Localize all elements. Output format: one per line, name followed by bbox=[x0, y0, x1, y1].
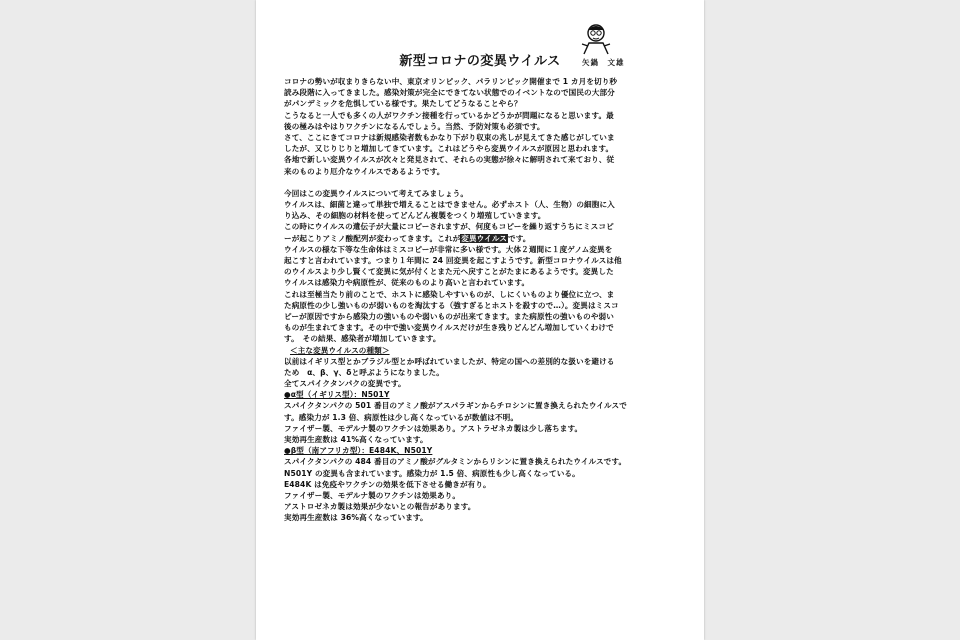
paragraph-line: ため α、β、γ、δと呼ぶようになりました。 bbox=[284, 367, 444, 377]
paragraph-line: ピーが原因ですから感染力の強いものや弱いものが出来てきます。また病原性の強いものや弱い bbox=[284, 311, 614, 321]
paragraph-line: ファイザー製、モデルナ製のワクチンは効果あり。 bbox=[284, 490, 461, 500]
mutation-highlight: 変異ウイルス bbox=[461, 233, 507, 243]
author-name: 矢鍋 文雄 bbox=[582, 58, 625, 67]
paragraph-line: E484K は免疫やワクチンの効果を低下させる働きが有り。 bbox=[284, 479, 491, 489]
paragraph-line-mutation bbox=[284, 233, 688, 244]
paragraph-line: す。 その結果、感染者が増加していきます。 bbox=[284, 334, 441, 344]
mutation-text-before: ーが起こりアミノ酸配列が変わってきます。これが bbox=[284, 233, 461, 243]
paragraph-line: 今回はこの変異ウイルスについて考えてみましょう。 bbox=[284, 188, 469, 198]
article-body bbox=[284, 76, 688, 524]
paragraph-line: 実効再生産数は 41%高くなっています。 bbox=[284, 435, 428, 444]
paragraph-line: ウイルスの様な下等な生命体はミスコピーが非常に多い様です。大体２週間に１度ゲノム変異を bbox=[284, 244, 613, 254]
paragraph-line: ファイザー製、モデルナ製のワクチンは効果あり。アストラゼネカ製は少し落ちます。 bbox=[284, 423, 583, 433]
paragraph-line: り込み、その細胞の材料を使ってどんどん複製をつくり増殖していきます。 bbox=[284, 211, 546, 221]
paragraph-line: 実効再生産数は 36%高くなっています。 bbox=[284, 513, 428, 523]
paragraph-line: これは至極当たり前のことで、ホストに感染しやすいものが、しにくいものより優位に立つ、ま bbox=[284, 289, 615, 299]
paragraph-line: この時にウイルスの遺伝子が大量にコピーされますが、何度もコピーを繰り返すうちにミスコピ bbox=[284, 222, 614, 232]
section-heading: ＜主な変異ウイルスの種類＞ bbox=[290, 345, 390, 355]
paragraph-line: 読み段階に入ってきました。感染対策が完全にできてない状態でのイベントなので国民の大部分 bbox=[284, 88, 615, 98]
paragraph-line: のウイルスより少し賢くて変異に気が付くとまた元へ戻すことがたまにあるようです。変異した bbox=[284, 267, 614, 277]
paragraph-line: スパイクタンパクの 484 番目のアミノ酸がグルタミンからリシンに置き換えられたウイルスです。 bbox=[284, 457, 627, 467]
mutation-text-after: です。 bbox=[508, 233, 531, 243]
paragraph-line: アストロゼネカ製は効果が少ないとの報告があります。 bbox=[284, 502, 476, 512]
alpha-variant-heading: ●α型（イギリス型）：N501Y bbox=[284, 390, 390, 400]
paragraph-line: 全てスパイクタンパクの変異です。 bbox=[284, 379, 406, 389]
paragraph-line: 来のものより厄介なウイルスであるようです。 bbox=[284, 166, 445, 176]
paragraph-line: す。感染力が 1.3 倍、病原性は少し高くなっているが数値は不明。 bbox=[284, 412, 519, 422]
paragraph-line: ウイルスは感染力や病原性が、従来のものより高いと言われています。 bbox=[284, 278, 530, 288]
paragraph-line: N501Y の変異も含まれています。感染力が 1.5 倍、病原性も少し高くなっている。 bbox=[284, 468, 580, 478]
document-page bbox=[256, 0, 704, 640]
paragraph-line: がパンデミックを危惧している様です。果たしてどうなることやら？ bbox=[284, 99, 522, 109]
paragraph-line: さて、ここにきてコロナは新規感染者数もかなり下がり収束の兆しが見えてきた感じがしていま bbox=[284, 132, 615, 142]
paragraph-line: ウイルスは、細菌と違って単独で増えることはできません。必ずホスト（人、生物）の細胞に入 bbox=[284, 200, 615, 210]
paragraph-line: 以前はイギリス型とかブラジル型とか呼ばれていましたが、特定の国への差別的な扱いを避ける bbox=[284, 356, 615, 366]
paragraph-line: た病原性の少し強いものが弱いものを淘汰する（強すぎるとホストを殺すので…）。変異はミスコ bbox=[284, 300, 619, 310]
paragraph-line: 後の極みはやはりワクチンになるんでしょう。当然、予防対策も必須です。 bbox=[284, 121, 545, 131]
page-title: 新型コロナの変異ウイルス bbox=[399, 54, 561, 69]
paragraph-gap bbox=[284, 177, 688, 188]
beta-variant-heading: ●β型（南アフリカ型）：E484K、N501Y bbox=[284, 446, 433, 456]
paragraph-line: こうなると一人でも多くの人がワクチン接種を行っているかどうかが問題になると思います。最 bbox=[284, 110, 614, 120]
paragraph-line: 各地で新しい変異ウイルスが次々と発見されて、それらの実態が徐々に解明されて来ており、従 bbox=[284, 155, 615, 165]
paragraph-line: ものが生まれてきます。その中で強い変異ウイルスだけが生き残りどんどん増加していくわけで bbox=[284, 323, 614, 333]
paragraph-line: コロナの勢いが収まりきらない中、東京オリンピック、パラリンピック開催まで 1 カ月を切り秒 bbox=[284, 77, 618, 86]
paragraph-line: したが、又じりじりと増加してきています。これはどうやら変異ウイルスが原因と思われます。 bbox=[284, 144, 614, 154]
paragraph-line: 起こすと言われています。つまり１年間に 24 回変異を起こすようです。新型コロナウイルスは他 bbox=[284, 256, 622, 265]
paragraph-line: スパイクタンパクの 501 番目のアミノ酸がアスパラギンからチロシンに置き換えられたウイルスで bbox=[284, 401, 627, 411]
